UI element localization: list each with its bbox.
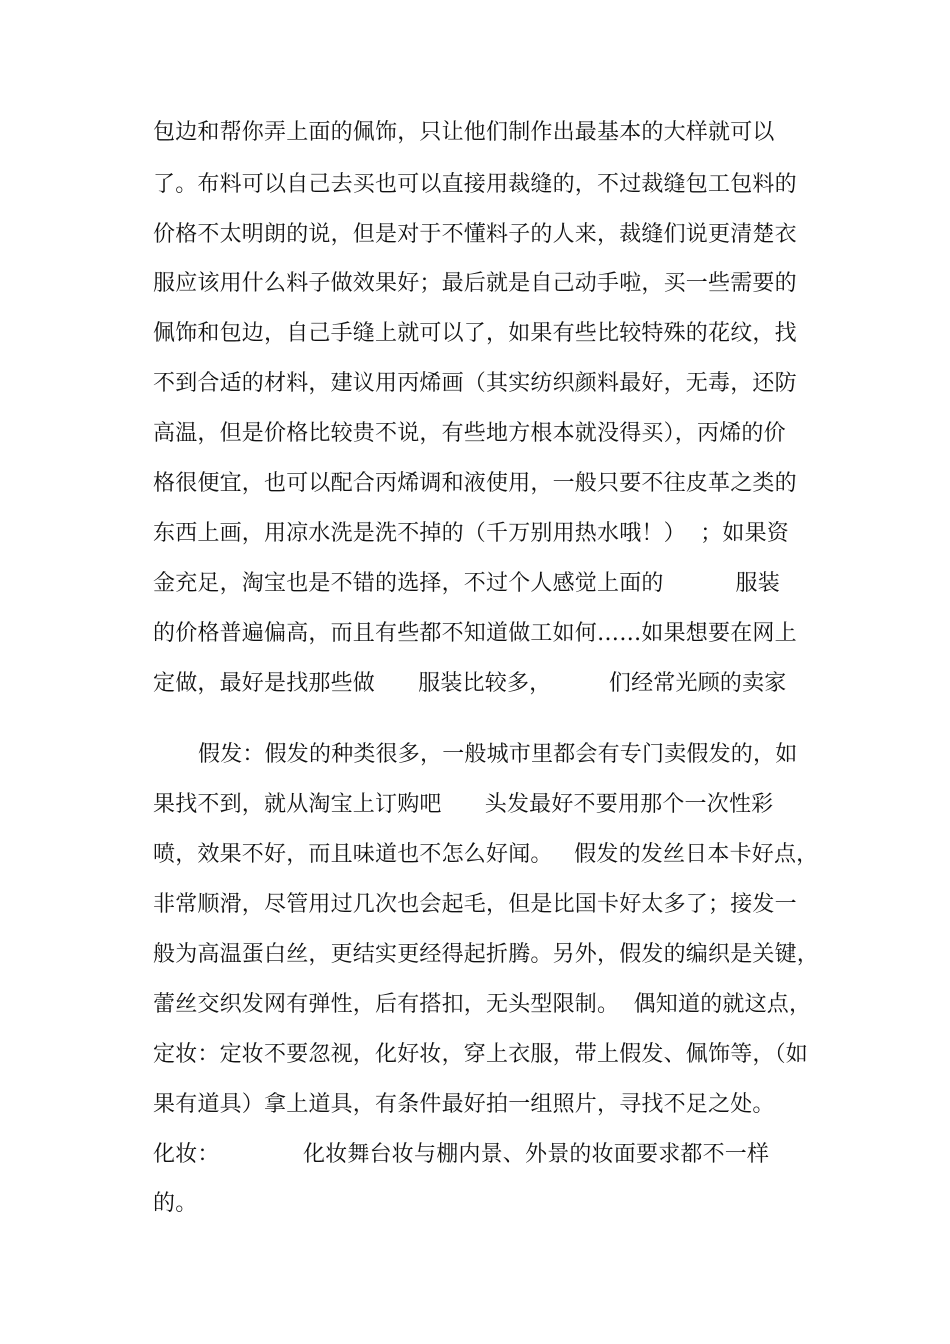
text-line: 喷，效果不好，而且味道也不怎么好闻。 假发的发丝日本卡好点， (153, 842, 819, 867)
text-line: 包边和帮你弄上面的佩饰，只让他们制作出最基本的大样就可以 (153, 120, 775, 145)
text-line: 果有道具）拿上道具，有条件最好拍一组照片，寻找不足之处。 (153, 1092, 775, 1117)
text-line: 不到合适的材料，建议用丙烯画（其实纺织颜料最好，无毒，还防 (153, 371, 797, 396)
text-line: 佩饰和包边，自己手缝上就可以了，如果有些比较特殊的花纹，找 (153, 321, 797, 346)
text-line: 高温，但是价格比较贵不说，有些地方根本就没得买），丙烯的价 (153, 421, 786, 446)
text-line: 的价格普遍偏高，而且有些都不知道做工如何……如果想要在网上 (153, 621, 797, 646)
text-line: 蕾丝交织发网有弹性，后有搭扣，无头型限制。 偶知道的就这点， (153, 992, 812, 1017)
text-line: 价格不太明朗的说，但是对于不懂料子的人来，裁缝们说更清楚衣 (153, 222, 797, 247)
text-line: 服应该用什么料子做效果好；最后就是自己动手啦，买一些需要的 (153, 271, 797, 296)
text-line: 金充足，淘宝也是不错的选择，不过个人感觉上面的 服装 (153, 571, 780, 596)
text-line: 东西上画，用凉水洗是洗不掉的（千万别用热水哦！） ；如果资 (153, 521, 789, 546)
makeup-label: 化妆： (153, 1142, 220, 1167)
text-line: 定妆：定妆不要忽视，化好妆，穿上衣服，带上假发、佩饰等，（如 (153, 1042, 809, 1067)
text-line: 格很便宜，也可以配合丙烯调和液使用，一般只要不往皮革之类的 (153, 471, 797, 496)
text-line: 般为高温蛋白丝，更结实更经得起折腾。另外，假发的编织是关键， (153, 942, 820, 967)
text-line: 果找不到，就从淘宝上订购吧 头发最好不要用那个一次性彩 (153, 792, 774, 817)
text-line: 非常顺滑，尽管用过几次也会起毛，但是比国卡好太多了；接发一 (153, 892, 797, 917)
text-line: 定做，最好是找那些做 服装比较多， 们经常光顾的卖家 (153, 671, 787, 696)
text-line: 了。布料可以自己去买也可以直接用裁缝的，不过裁缝包工包料的 (153, 172, 797, 197)
makeup-text-end: 的。 (153, 1191, 198, 1216)
makeup-text: 化妆舞台妆与棚内景、外景的妆面要求都不一样 (303, 1142, 770, 1167)
text-line: 假发：假发的种类很多，一般城市里都会有专门卖假发的，如 (198, 742, 798, 767)
